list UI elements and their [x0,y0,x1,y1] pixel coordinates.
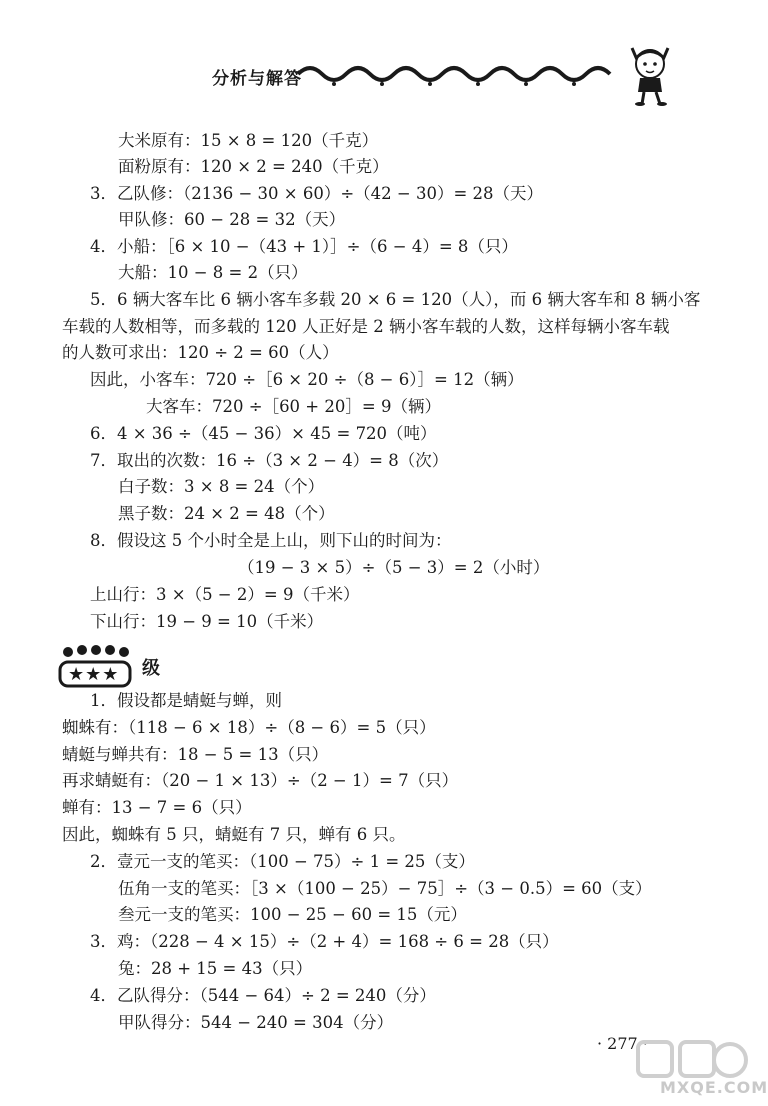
text-line: 白子数：3 × 8 = 24（个） [118,477,325,496]
wavy-line-decoration [296,60,626,90]
text-line: 大米原有：15 × 8 = 120（千克） [118,131,379,150]
text-line: 4．小船：［6 × 10 −（43 + 1）］÷（6 − 4）= 8（只） [90,237,518,256]
text-line: 下山行：19 − 9 = 10（千米） [90,612,324,631]
text-line: 1．假设都是蜻蜓与蝉，则 [90,691,282,710]
watermark-text: MXQE.COM [660,1078,768,1097]
text-line: 再求蜻蜓有：（20 − 1 × 13）÷（2 − 1）= 7（只） [62,771,459,790]
text-line: 伍角一支的笔买：［3 ×（100 − 25）− 75］÷（3 − 0.5）= 60（支） [118,879,652,898]
text-line: 甲队修：60 − 28 = 32（天） [118,210,346,229]
text-line: 8．假设这 5 个小时全是上山，则下山的时间为： [90,531,452,550]
page-number: · 277 · [597,1034,648,1053]
text-line: 蜻蜓与蝉共有：18 − 5 = 13（只） [62,745,329,764]
page-header [0,40,750,120]
mascot-girl-icon [618,40,682,106]
text-line: 车载的人数相等，而多载的 120 人正好是 2 辆小客车载的人数，这样每辆小客车载 [62,317,670,336]
text-line: 4．乙队得分：（544 − 64）÷ 2 = 240（分） [90,986,436,1005]
text-line: 3．鸡：（228 − 4 × 15）÷（2 + 4）= 168 ÷ 6 = 28（只） [90,932,559,951]
text-line: 蜘蛛有：（118 − 6 × 18）÷（8 − 6）= 5（只） [62,718,436,737]
text-line: 6．4 × 36 ÷（45 − 36）× 45 = 720（吨） [90,424,437,443]
text-line: 7．取出的次数：16 ÷（3 × 2 − 4）= 8（次） [90,451,449,470]
text-line: 5．6 辆大客车比 6 辆小客车多载 20 × 6 = 120（人），而 6 辆大客车和 8 辆小客 [90,290,701,309]
badge-stars: ★★★ [68,664,120,685]
text-line: 叁元一支的笔买：100 − 25 − 60 = 15（元） [118,905,467,924]
text-line: （19 − 3 × 5）÷（5 − 3）= 2（小时） [238,558,550,577]
text-line: 3．乙队修：（2136 − 30 × 60）÷（42 − 30）= 28（天） [90,184,544,203]
text-line: 面粉原有：120 × 2 = 240（千克） [118,157,389,176]
text-line: 2．壹元一支的笔买：（100 − 75）÷ 1 = 25（支） [90,852,475,871]
text-line: 黑子数：24 × 2 = 48（个） [118,504,335,523]
text-line: 上山行：3 ×（5 − 2）= 9（千米） [90,585,360,604]
header-title: 分析与解答 [212,69,302,89]
section-label: 级 [142,658,160,679]
text-line: 大客车：720 ÷［60 + 20］= 9（辆） [146,397,441,416]
text-line: 因此，蜘蛛有 5 只，蜻蜓有 7 只，蝉有 6 只。 [62,825,406,844]
text-line: 因此，小客车：720 ÷［6 × 20 ÷（8 − 6）］= 12（辆） [90,370,524,389]
text-line: 兔：28 + 15 = 43（只） [118,959,313,978]
text-line: 蝉有：13 − 7 = 6（只） [62,798,252,817]
text-line: 的人数可求出：120 ÷ 2 = 60（人） [62,343,339,362]
text-line: 甲队得分：544 − 240 = 304（分） [118,1013,394,1032]
text-line: 大船：10 − 8 = 2（只） [118,263,308,282]
